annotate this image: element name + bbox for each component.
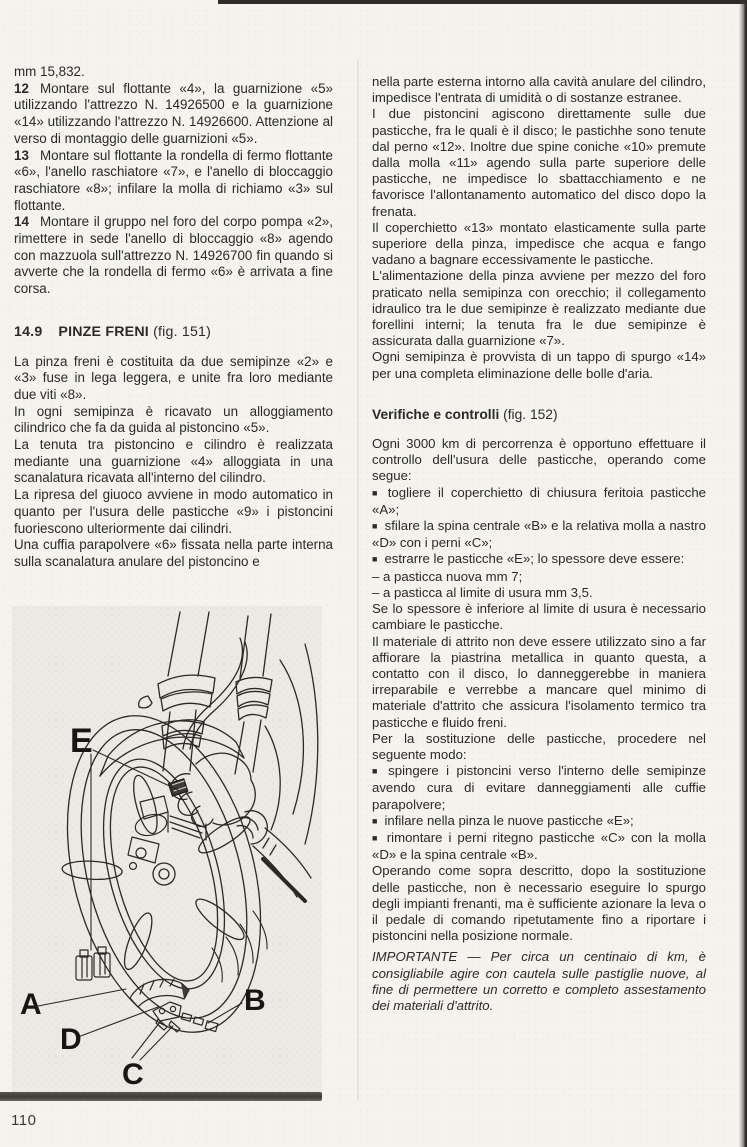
bullet-text: infilare nella pinza le nuove pasticche «E»; [384,812,634,828]
paragraph: Il materiale di attrito non deve essere utilizzato sino a far affiorare la piastrina metallica in quanto questa, a contatto con il disco, lo danneggerebbe in maniera irreparabile e verrebbe a mancare quel minimo di materiale d'attrito che assicura l'isolamento termico tra pasticche e fluido freni. [372,633,706,730]
section-number: 14.9 [14,323,43,340]
bullet-item [372,551,706,568]
page-number: 110 [11,1112,37,1129]
bullet-item [372,830,706,863]
bullet-text: estrarre le pasticche «E»; lo spessore deve essere: [384,551,685,567]
step-number: 14 [14,214,29,230]
paragraph: Operando come sopra descritto, dopo la sostituzione delle pasticche, non è necessario eseguire lo spurgo degli impianti frenanti, ma è sufficiente azionare la leva o il pedale di comando ripetutamente fino a riportare i pistoncini nella posizione normale. [372,863,706,944]
column-gutter-shadow [357,60,359,1100]
section-figure-ref: (fig. 151) [153,323,212,340]
section-heading-14-9 [14,324,333,341]
figure-label-a: A [20,988,42,1021]
measurement-line: mm 15,832. [14,64,85,79]
subsection-heading-verifiche [372,407,706,423]
bullet-item [372,763,706,813]
paragraph: nella parte esterna intorno alla cavità anulare del cilindro, impedisce l'entrata di umidità o di sostanze estranee. [372,74,706,106]
step-text: Montare sul flottante la rondella di fermo flottante «6», l'anello raschiatore «7», e l'anello di bloccaggio raschiatore «8»; infilare la molla di richiamo «3» sul flottante. [14,147,333,213]
left-column [14,64,333,571]
paragraph: La pinza freni è costituita da due semipinze «2» e «3» fuse in lega leggera, e unite fra loro mediante due viti «8». [14,353,333,402]
paragraph: I due pistoncini agiscono direttamente sulle due pasticche, fra le quali è il disco; le pastichhe sono tenute dal perno «12». Inoltre due spine coniche «10» premute dalla molla «11» agendo sulla parte superiore delle pasticche, ne impedisce lo sbattacchiamento e ne favorisce l'allontanamento automatico del disco dopo la frenata. [372,106,706,219]
figure-bottom-rule [0,1092,322,1101]
bullet-item [372,518,706,551]
bullet-text: sfilare la spina centrale «B» e la relativa molla a nastro «D» con i perni «C»; [372,518,706,551]
important-note: IMPORTANTE — Per circa un centinaio di km, è consigliabile agire con cautela sulle pastiglie nuove, al fine di permettere un corretto e completo assestamento dei materiali d'attrito. [372,949,706,1013]
dash-item: – a pasticca al limite di usura mm 3,5. [372,584,593,600]
paragraph: La ripresa del giuoco avviene in modo automatico in quanto per l'usura delle pasticche «9» i pistoncini fuoriescono ulteriormente dai cilindri. [14,487,333,536]
bullet-text: rimontare i perni ritegno pasticche «C» con la molla «D» e la spina centrale «B». [372,829,707,863]
brake-caliper-drawing [12,606,322,1092]
subsection-figure-ref: (fig. 152) [503,406,558,422]
figure-label-c: C [122,1058,144,1091]
step-13 [14,148,333,215]
paragraph: Ogni 3000 km di percorrenza è opportuno effettuare il controllo dell'usura delle pasticche, operando come segue: [372,436,706,484]
paragraph: Ogni semipinza è provvista di un tappo di spurgo «14» per una completa eliminazione delle bolle d'aria. [372,349,706,381]
paragraph: L'alimentazione della pinza avviene per mezzo del foro praticato nella semipinza con orecchio; il collegamento idraulico tra le due semipinze è realizzato mediante due forellini interni; la tenuta fra le due semipinze è assicurata dalla guarnizione «7». [372,268,706,349]
bullet-text: togliere il coperchietto di chiusura feritoia pasticche «A»; [372,484,707,517]
bullet-square: ■ [372,766,382,777]
bullet-text: spingere i pistoncini verso l'interno delle semipinze avendo cura di evitare danneggiamenti alle cuffie parapolvere; [372,763,707,812]
figure-label-e: E [70,722,93,760]
step-14 [14,214,333,298]
scan-right-edge-shadow [739,0,747,1147]
bullet-item [372,813,706,830]
step-number: 13 [14,147,29,163]
scan-top-edge-artifact [218,0,747,4]
paragraph: Una cuffia parapolvere «6» fissata nella parte interna sulla scanalatura anulare del pistoncino e [14,537,333,569]
bullet-square: ■ [372,832,380,843]
dash-item: – a pasticca nuova mm 7; [372,568,523,584]
paragraph: Se lo spessore è inferiore al limite di usura è necessario cambiare le pasticche. [372,601,706,633]
step-text: Montare il gruppo nel foro del corpo pompa «2», rimettere in sede l'anello di bloccaggio «8» agendo con mazzuola sull'attrezzo N. 14926700 fin quando si avverte che la rondella di fermo «6» è arrivata a fine corsa. [14,214,333,297]
bullet-square: ■ [372,487,381,498]
step-12 [14,81,333,148]
figure-label-d: D [60,1023,82,1056]
bullet-square: ■ [372,554,378,565]
figure-151-illustration [12,606,322,1092]
section-title: PINZE FRENI [58,323,149,340]
step-number: 12 [14,80,29,96]
bullet-square: ■ [372,815,378,826]
subsection-title: Verifiche e controlli [372,406,500,422]
step-text: Montare sul flottante «4», la guarnizione «5» utilizzando l'attrezzo N. 14926500 e la guarnizione «14» utilizzando l'attrezzo N. 14926600. Attenzione al verso di montaggio delle guarnizioni «5». [14,80,333,146]
bullet-item [372,485,706,518]
bullet-square: ■ [372,521,378,532]
paragraph: Il coperchietto «13» montato elasticamente sulla parte superiore della pinza, impedisce che acqua e fango vadano a bagnare eccessivamente le pasticche. [372,219,706,268]
paragraph: La tenuta tra pistoncino e cilindro è realizzata mediante una guarnizione «4» alloggiata in una scanalatura ricavata all'interno del cilindro. [14,437,333,486]
paragraph: Per la sostituzione delle pasticche, procedere nel seguente modo: [372,730,706,762]
figure-label-b: B [244,984,266,1017]
right-column [372,74,706,1014]
paragraph: In ogni semipinza è ricavato un alloggiamento cilindrico che fa da guida al pistoncino «5». [14,403,333,436]
